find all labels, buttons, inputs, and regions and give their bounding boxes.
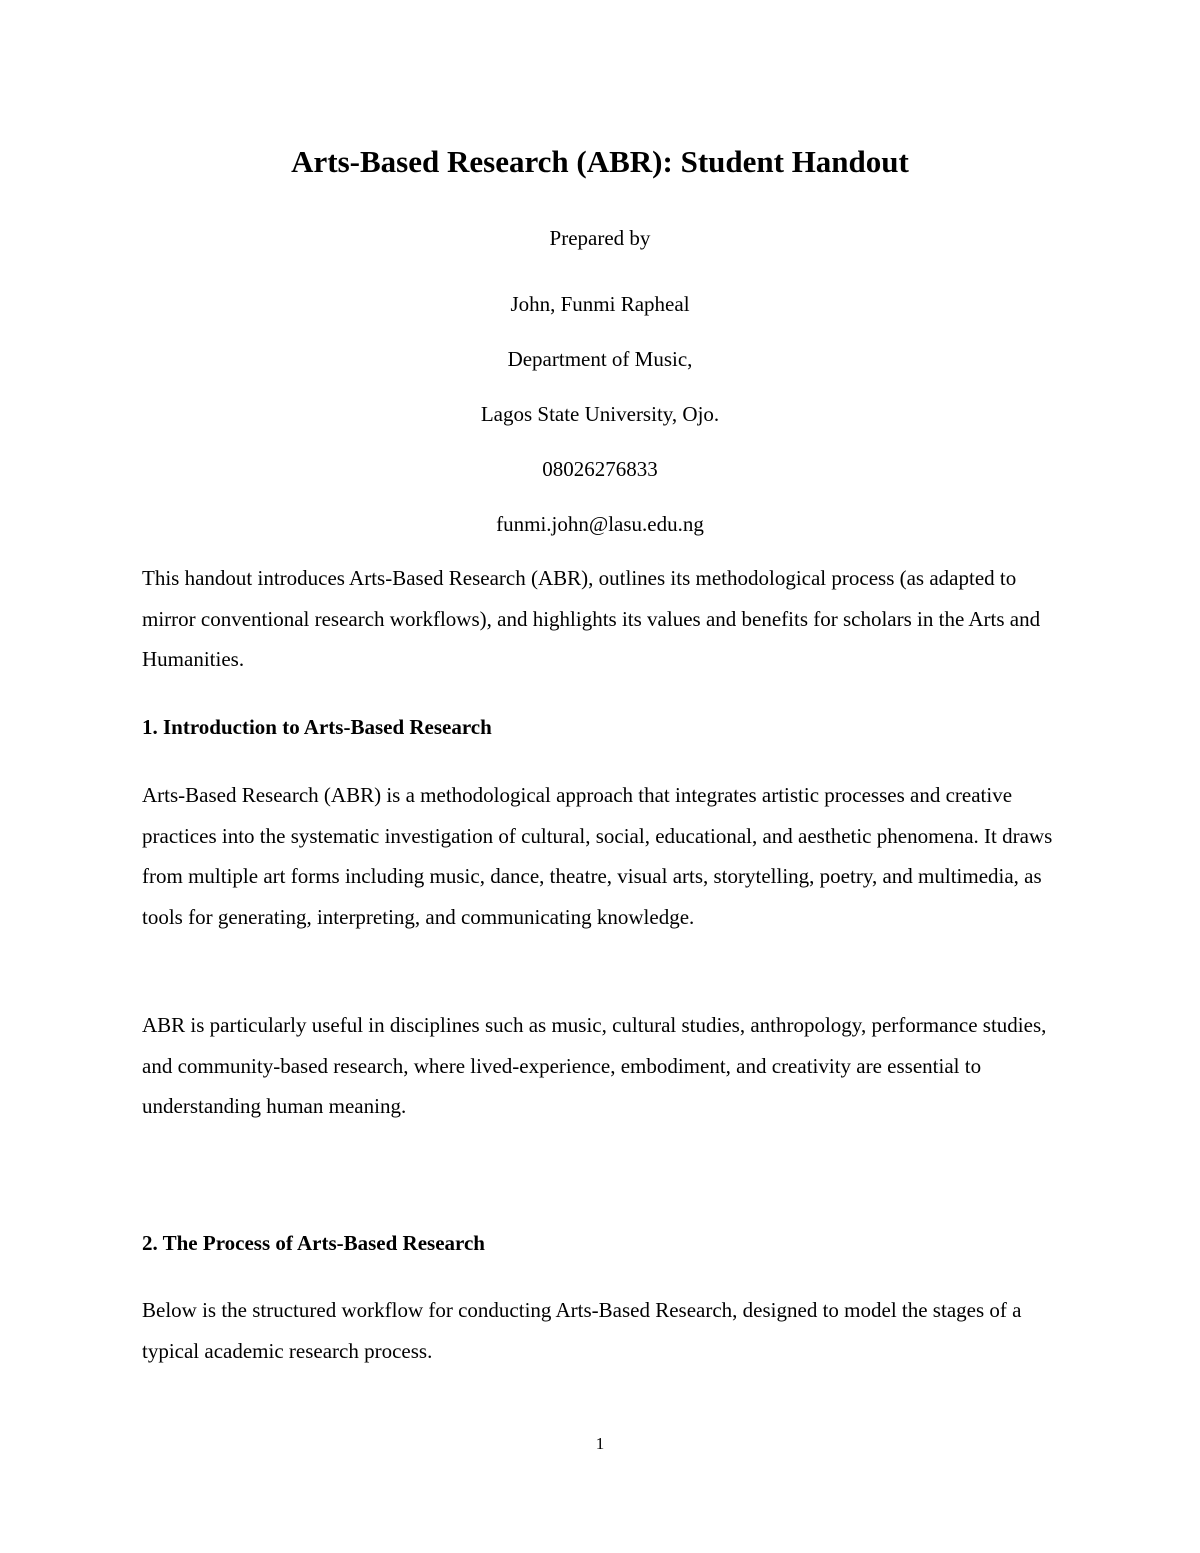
document-title: Arts-Based Research (ABR): Student Handout <box>291 144 909 179</box>
section-heading-introduction: 1. Introduction to Arts-Based Research <box>142 715 492 739</box>
section-paragraph: Arts-Based Research (ABR) is a methodological approach that integrates artistic processes and creative practices into the systematic investigation of cultural, social, educational, and aesthetic phenomena. It draws from multiple art forms including music, dance, theatre, visual arts, storytelling, poetry, and multimedia, as tools for generating, interpreting, and communicating knowledge. <box>142 783 1053 929</box>
author-institution: Lagos State University, Ojo. <box>480 402 720 426</box>
section-paragraph: ABR is particularly useful in disciplines such as music, cultural studies, anthropology, performance studies, and community-based research, where lived-experience, embodiment, and creativity are essential to understanding human meaning. <box>142 1013 1047 1118</box>
author-department: Department of Music, <box>507 347 693 371</box>
section-paragraph: Below is the structured workflow for conducting Arts-Based Research, designed to model the stages of a typical academic research process. <box>142 1298 1022 1363</box>
intro-paragraph: This handout introduces Arts-Based Research (ABR), outlines its methodological process (as adapted to mirror conventional research workflows), and highlights its values and benefits for scholars in the Arts and Humanities. <box>142 566 1041 671</box>
author-name: John, Funmi Rapheal <box>510 292 690 316</box>
author-email: funmi.john@lasu.edu.ng <box>496 512 704 536</box>
page-number: 1 <box>595 1434 605 1453</box>
prepared-by-label: Prepared by <box>549 226 651 250</box>
author-phone: 08026276833 <box>542 457 658 481</box>
section-heading-process: 2. The Process of Arts-Based Research <box>142 1231 485 1255</box>
